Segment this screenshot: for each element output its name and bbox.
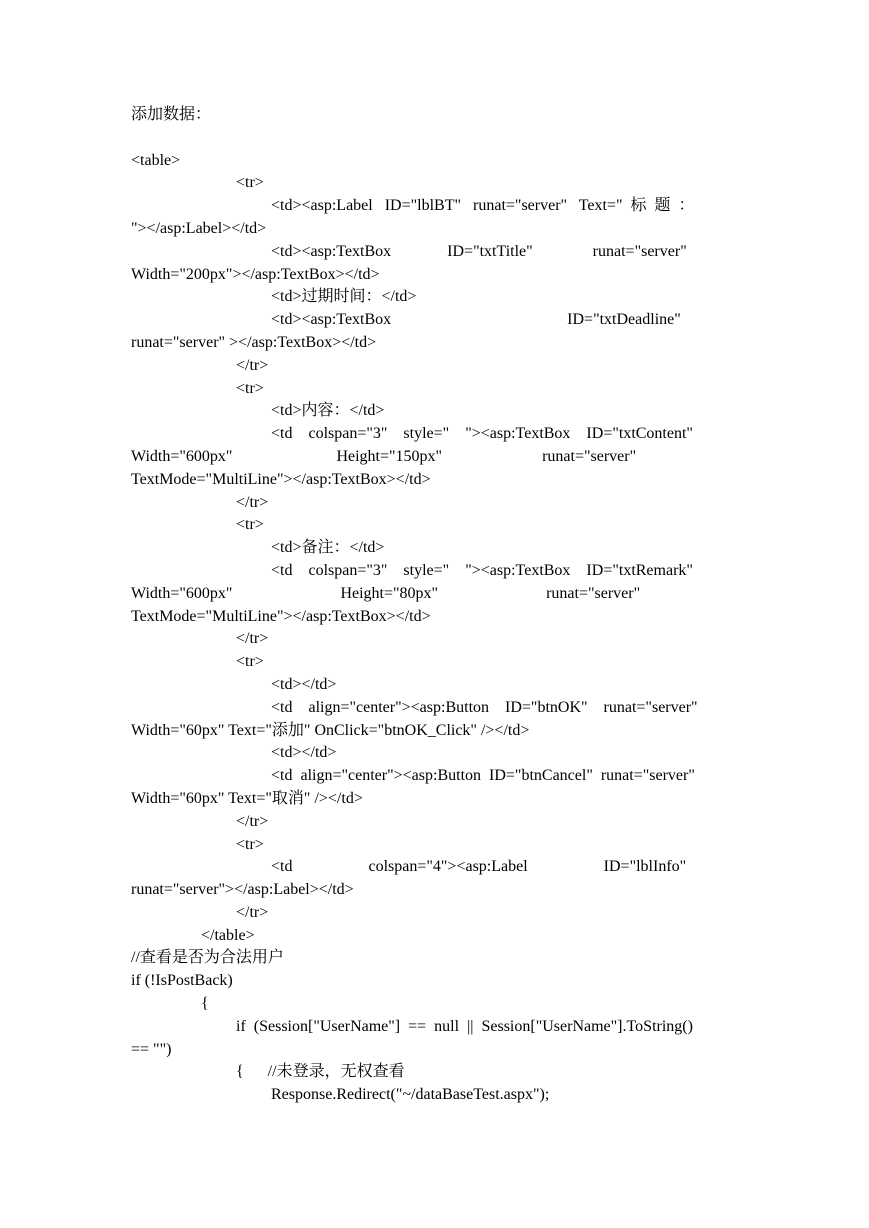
code-line: <td colspan="3" style=" "><asp:TextBox ID="txtRemark": [271, 561, 693, 579]
code-line: </table>: [201, 926, 255, 944]
code-line: if (!IsPostBack): [131, 972, 233, 990]
code-line: {: [201, 995, 209, 1013]
code-line: </tr>: [236, 356, 269, 374]
code-line: <td><asp:TextBox ID="txtTitle" runat="server": [271, 242, 687, 260]
document-body: [131, 104, 737, 1107]
code-line: == ""): [131, 1040, 172, 1058]
code-line: "></asp:Label></td>: [131, 219, 267, 237]
code-line: Width="600px" Height="80px" runat="server": [131, 584, 641, 602]
code-line: //查看是否为合法用户: [131, 949, 284, 967]
code-line: Width="200px"></asp:TextBox></td>: [131, 265, 380, 283]
code-line: <tr>: [236, 835, 264, 853]
code-line: { //未登录，无权查看: [236, 1063, 405, 1081]
code-line: Response.Redirect("~/dataBaseTest.aspx");: [271, 1086, 550, 1104]
code-line: <td>过期时间：</td>: [271, 288, 417, 306]
code-line: </tr>: [236, 493, 269, 511]
code-line: <td align="center"><asp:Button ID="btnCancel" runat="server": [271, 767, 695, 785]
code-line: <td colspan="4"><asp:Label ID="lblInfo": [271, 858, 687, 876]
blank-line: [131, 127, 737, 150]
code-line: </tr>: [236, 812, 269, 830]
code-line: <td></td>: [271, 744, 337, 762]
code-line: <td></td>: [271, 675, 337, 693]
code-line: <td><asp:TextBox ID="txtDeadline": [271, 311, 681, 329]
code-line: <td colspan="3" style=" "><asp:TextBox ID="txtContent": [271, 425, 693, 443]
code-line: </tr>: [236, 903, 269, 921]
code-line: <td>内容：</td>: [271, 402, 385, 420]
code-line: Width="60px" Text="取消" /></td>: [131, 789, 363, 807]
code-line: <tr>: [236, 379, 264, 397]
heading: 添加数据：: [131, 106, 212, 123]
code-line: TextMode="MultiLine"></asp:TextBox></td>: [131, 470, 431, 488]
code-line: Width="600px" Height="150px" runat="server": [131, 447, 637, 465]
code-line: runat="server"></asp:Label></td>: [131, 881, 354, 899]
code-line: <table>: [131, 151, 181, 169]
code-line: <td align="center"><asp:Button ID="btnOK" runat="server": [271, 698, 698, 716]
code-line: <td><asp:Label ID="lblBT" runat="server" Text=" 标 题 ：: [271, 197, 695, 215]
code-line: Width="60px" Text="添加" OnClick="btnOK_Click" /></td>: [131, 721, 530, 739]
code-line: <tr>: [236, 516, 264, 534]
code-line: runat="server" ></asp:TextBox></td>: [131, 333, 377, 351]
code-line: <tr>: [236, 653, 264, 671]
code-line: TextMode="MultiLine"></asp:TextBox></td>: [131, 607, 431, 625]
code-line: </tr>: [236, 630, 269, 648]
code-line: <tr>: [236, 174, 264, 192]
code-line: if (Session["UserName"] == null || Session["UserName"].ToString(): [236, 1017, 693, 1035]
code-line: <td>备注：</td>: [271, 539, 385, 557]
